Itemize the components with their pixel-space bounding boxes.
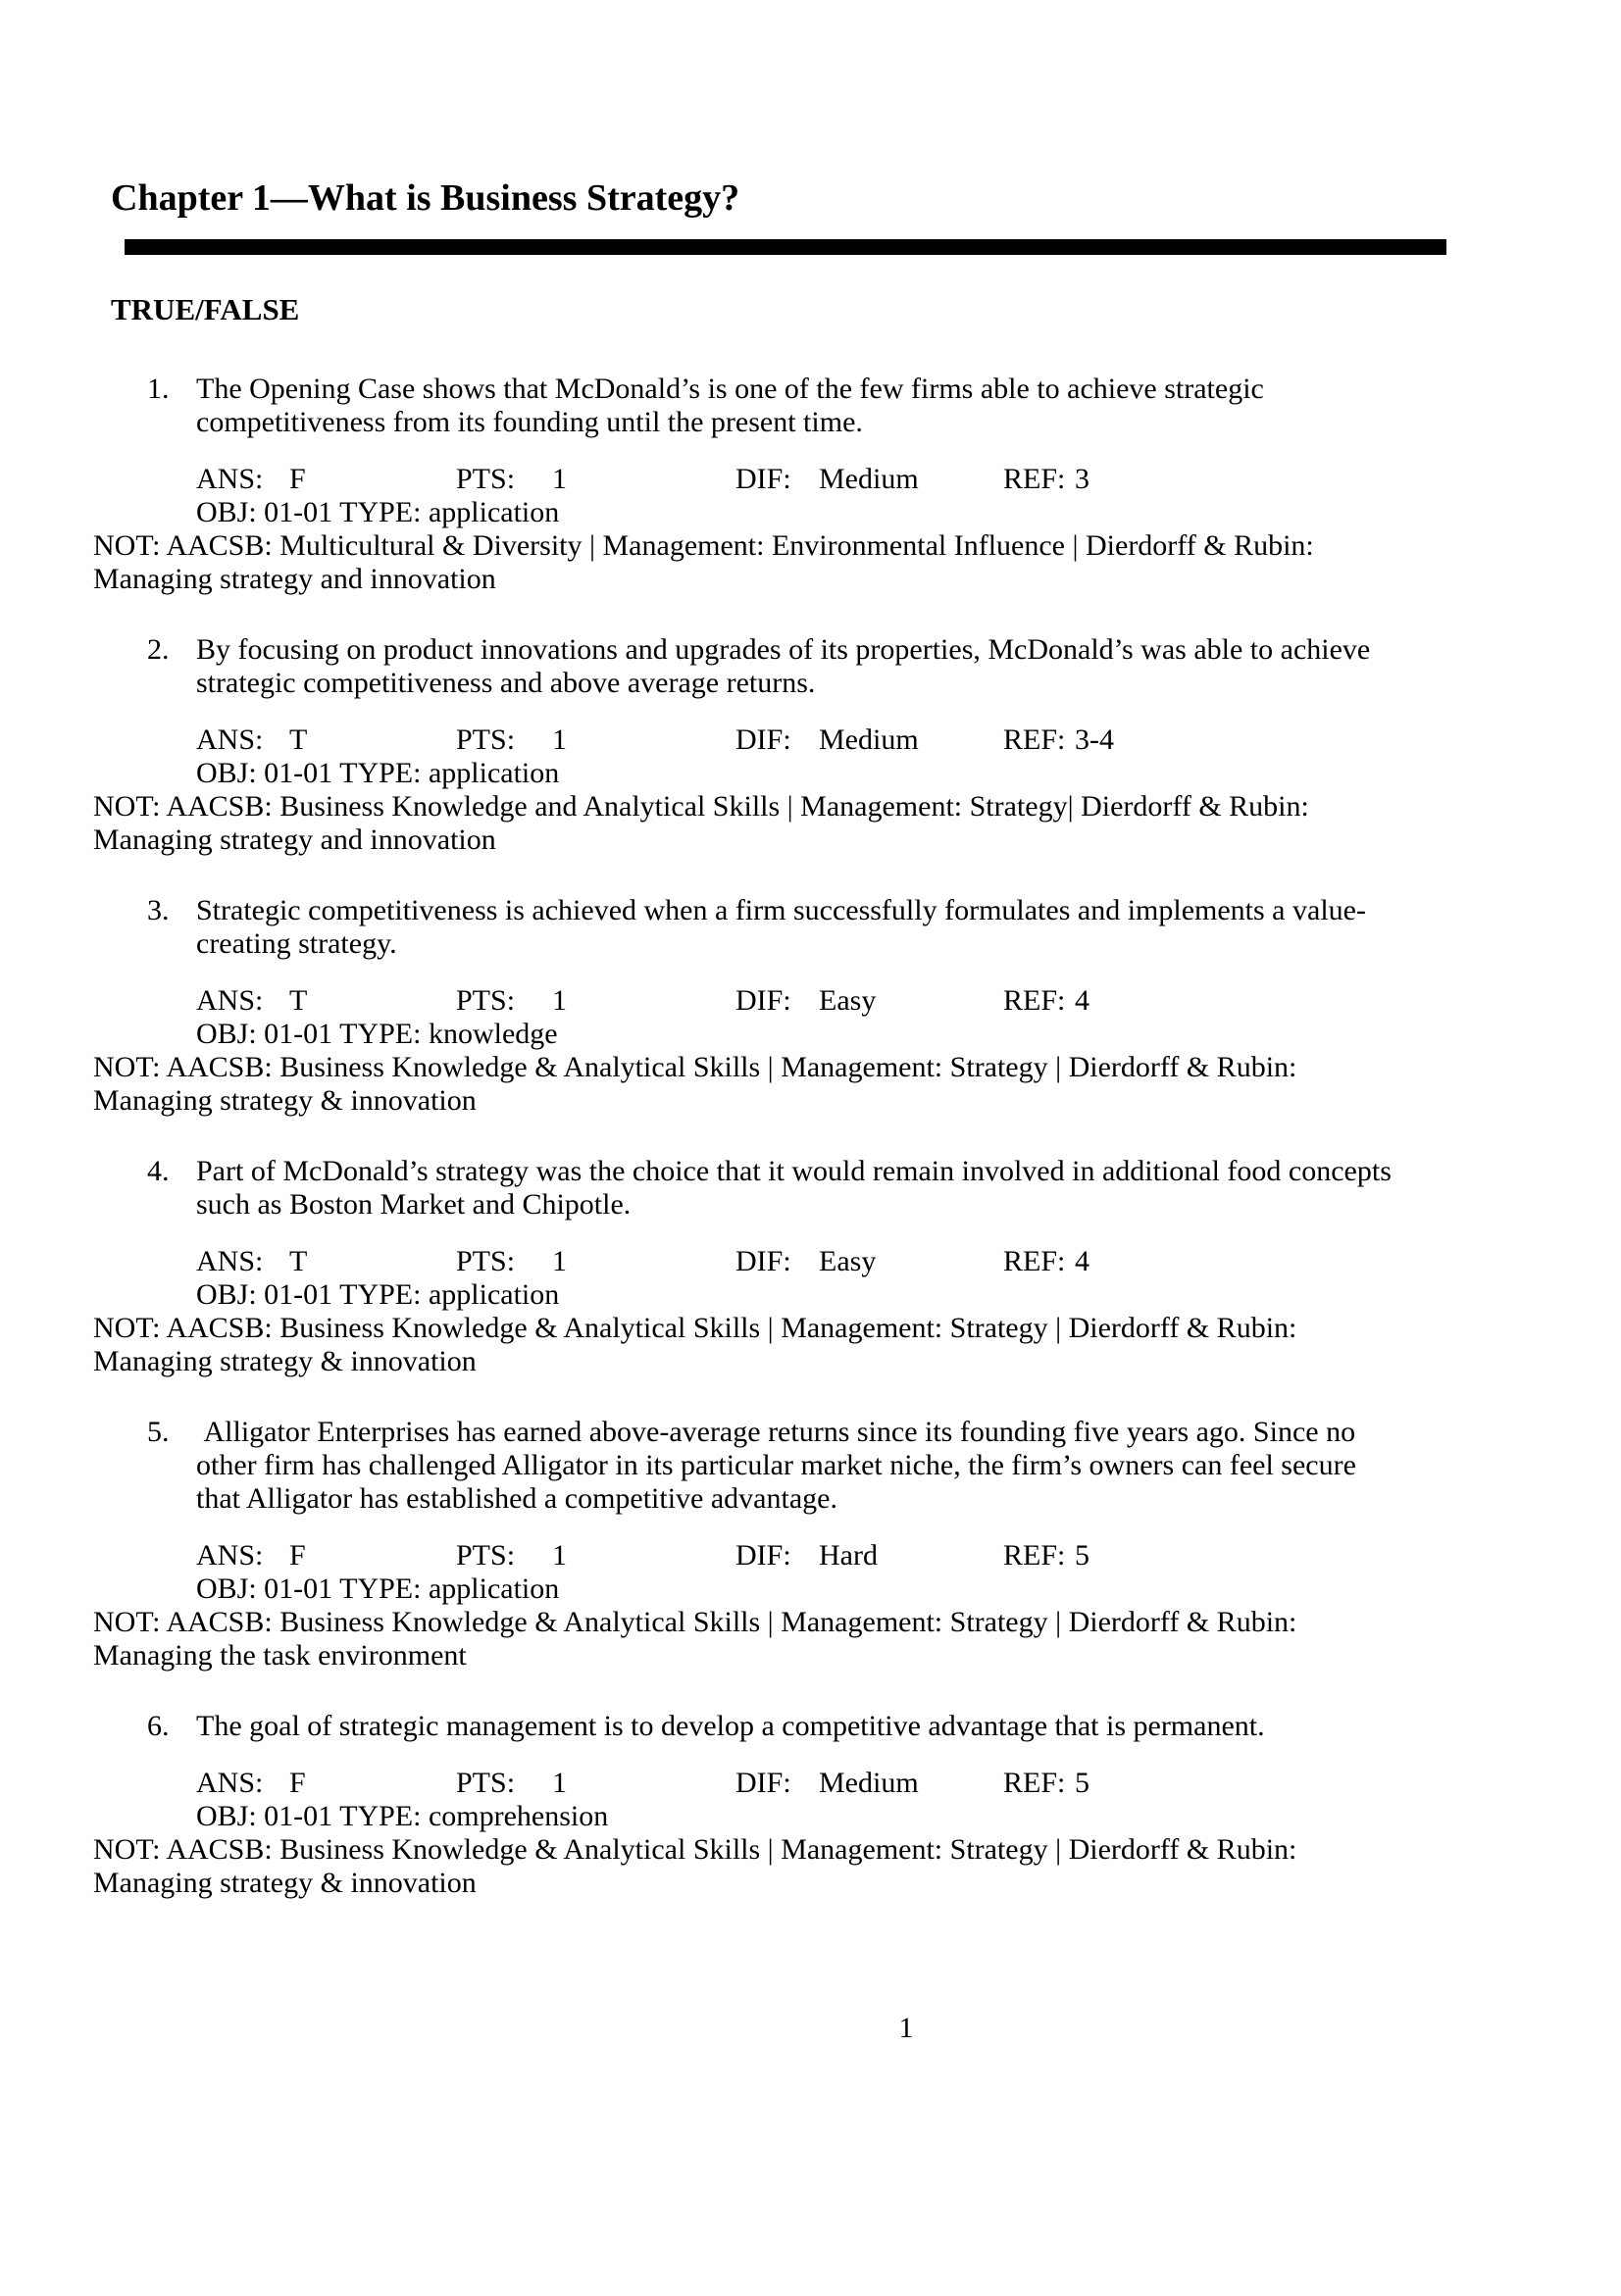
pts-label: PTS: <box>456 1245 516 1277</box>
obj-line: OBJ: 01-01 TYPE: application <box>196 1572 560 1605</box>
question-block-1 <box>93 373 1528 596</box>
dif-value: Medium <box>819 463 919 495</box>
question-number: 1. <box>147 373 170 405</box>
ref-label: REF: <box>1003 724 1066 756</box>
ans-value: T <box>289 1245 308 1277</box>
question-block-3 <box>93 894 1528 1118</box>
ans-value: T <box>289 724 308 756</box>
question-block-6 <box>93 1710 1528 1900</box>
question-text <box>93 1710 1528 1743</box>
dif-label: DIF: <box>735 1539 791 1572</box>
pts-label: PTS: <box>456 1767 516 1799</box>
dif-label: DIF: <box>735 1245 791 1277</box>
title-rule <box>125 239 1446 255</box>
ans-label: ANS: <box>196 1245 264 1277</box>
pts-value: 1 <box>552 1245 567 1277</box>
answer-row <box>196 463 1528 496</box>
ref-value: 3 <box>1075 463 1089 495</box>
dif-value: Medium <box>819 1767 919 1799</box>
question-line: such as Boston Market and Chipotle. <box>196 1188 632 1221</box>
answer-meta <box>93 1245 1528 1378</box>
pts-label: PTS: <box>456 984 516 1017</box>
question-text <box>93 1155 1528 1222</box>
not-line-continuation: Managing strategy & innovation <box>93 1084 477 1117</box>
answer-meta <box>93 984 1528 1118</box>
answer-meta <box>93 1539 1528 1672</box>
question-line: Strategic competitiveness is achieved when a firm successfully formulates and implements a value- <box>196 894 1366 926</box>
question-line: that Alligator has established a competitive advantage. <box>196 1482 837 1515</box>
page-number: 1 <box>898 2012 914 2044</box>
question-line: The Opening Case shows that McDonald’s is one of the few firms able to achieve strategic <box>196 373 1264 405</box>
question-block-2 <box>93 633 1528 857</box>
obj-line: OBJ: 01-01 TYPE: application <box>196 757 560 789</box>
ref-value: 4 <box>1075 984 1089 1017</box>
not-line-continuation: Managing strategy and innovation <box>93 824 496 856</box>
section-heading-true-false: TRUE/FALSE <box>111 292 300 326</box>
pts-value: 1 <box>552 463 567 495</box>
question-line: other firm has challenged Alligator in its particular market niche, the firm’s owners can feel secure <box>196 1449 1356 1481</box>
question-number: 3. <box>147 894 170 926</box>
ans-value: F <box>289 1539 306 1572</box>
not-line-continuation: Managing the task environment <box>93 1639 467 1672</box>
not-line: NOT: AACSB: Business Knowledge & Analytical Skills | Management: Strategy | Dierdorff & Rubin: <box>93 1833 1297 1866</box>
ref-value: 4 <box>1075 1245 1089 1277</box>
ans-label: ANS: <box>196 984 264 1017</box>
pts-value: 1 <box>552 984 567 1017</box>
ref-label: REF: <box>1003 1767 1066 1799</box>
not-line-continuation: Managing strategy and innovation <box>93 563 496 595</box>
answer-row <box>196 984 1528 1018</box>
question-number: 2. <box>147 633 170 666</box>
dif-label: DIF: <box>735 984 791 1017</box>
pts-label: PTS: <box>456 463 516 495</box>
pts-label: PTS: <box>456 1539 516 1572</box>
ans-label: ANS: <box>196 463 264 495</box>
page-title: Chapter 1—What is Business Strategy? <box>111 177 740 219</box>
dif-label: DIF: <box>735 724 791 756</box>
ref-value: 5 <box>1075 1767 1089 1799</box>
not-line: NOT: AACSB: Business Knowledge & Analytical Skills | Management: Strategy | Dierdorff & Rubin: <box>93 1051 1297 1083</box>
not-line-continuation: Managing strategy & innovation <box>93 1345 477 1377</box>
ref-label: REF: <box>1003 984 1066 1017</box>
answer-row <box>196 1245 1528 1278</box>
ans-value: F <box>289 1767 306 1799</box>
ref-label: REF: <box>1003 1539 1066 1572</box>
question-number: 5. <box>147 1416 170 1448</box>
question-text <box>93 1416 1528 1516</box>
dif-label: DIF: <box>735 463 791 495</box>
ans-label: ANS: <box>196 724 264 756</box>
ans-label: ANS: <box>196 1539 264 1572</box>
question-text <box>93 373 1528 439</box>
question-text <box>93 633 1528 700</box>
not-line-continuation: Managing strategy & innovation <box>93 1867 477 1899</box>
question-text <box>93 894 1528 961</box>
dif-value: Easy <box>819 984 877 1017</box>
question-line: competitiveness from its founding until the present time. <box>196 406 863 438</box>
pts-label: PTS: <box>456 724 516 756</box>
ref-label: REF: <box>1003 1245 1066 1277</box>
pts-value: 1 <box>552 724 567 756</box>
question-line: strategic competitiveness and above average returns. <box>196 667 816 699</box>
obj-line: OBJ: 01-01 TYPE: application <box>196 496 560 528</box>
ref-label: REF: <box>1003 463 1066 495</box>
question-number: 6. <box>147 1710 170 1742</box>
question-line: Alligator Enterprises has earned above-average returns since its founding five years ago. Since no <box>196 1416 1356 1448</box>
dif-value: Easy <box>819 1245 877 1277</box>
not-line: NOT: AACSB: Multicultural & Diversity | Management: Environmental Influence | Dierdorff & Rubin: <box>93 529 1314 562</box>
answer-meta <box>93 463 1528 596</box>
answer-row <box>196 724 1528 757</box>
pts-value: 1 <box>552 1539 567 1572</box>
answer-meta <box>93 724 1528 857</box>
not-line: NOT: AACSB: Business Knowledge & Analytical Skills | Management: Strategy | Dierdorff & Rubin: <box>93 1312 1297 1344</box>
dif-label: DIF: <box>735 1767 791 1799</box>
ref-value: 3-4 <box>1075 724 1114 756</box>
dif-value: Hard <box>819 1539 878 1572</box>
ans-value: T <box>289 984 308 1017</box>
question-block-4 <box>93 1155 1528 1378</box>
answer-meta <box>93 1767 1528 1900</box>
not-line: NOT: AACSB: Business Knowledge & Analytical Skills | Management: Strategy | Dierdorff & Rubin: <box>93 1606 1297 1638</box>
question-line: The goal of strategic management is to develop a competitive advantage that is permanent. <box>196 1710 1265 1742</box>
obj-line: OBJ: 01-01 TYPE: comprehension <box>196 1800 609 1832</box>
question-number: 4. <box>147 1155 170 1187</box>
ref-value: 5 <box>1075 1539 1089 1572</box>
answer-row <box>196 1767 1528 1800</box>
obj-line: OBJ: 01-01 TYPE: application <box>196 1278 560 1311</box>
question-line: By focusing on product innovations and upgrades of its properties, McDonald’s was able to achieve <box>196 633 1371 666</box>
dif-value: Medium <box>819 724 919 756</box>
not-line: NOT: AACSB: Business Knowledge and Analytical Skills | Management: Strategy| Dierdorff & Rubin: <box>93 790 1309 823</box>
ans-value: F <box>289 463 306 495</box>
question-line: creating strategy. <box>196 927 397 960</box>
answer-row <box>196 1539 1528 1572</box>
question-block-5 <box>93 1416 1528 1672</box>
question-line: Part of McDonald’s strategy was the choice that it would remain involved in additional food concepts <box>196 1155 1392 1187</box>
pts-value: 1 <box>552 1767 567 1799</box>
ans-label: ANS: <box>196 1767 264 1799</box>
obj-line: OBJ: 01-01 TYPE: knowledge <box>196 1018 558 1050</box>
question-list <box>93 373 1528 1900</box>
